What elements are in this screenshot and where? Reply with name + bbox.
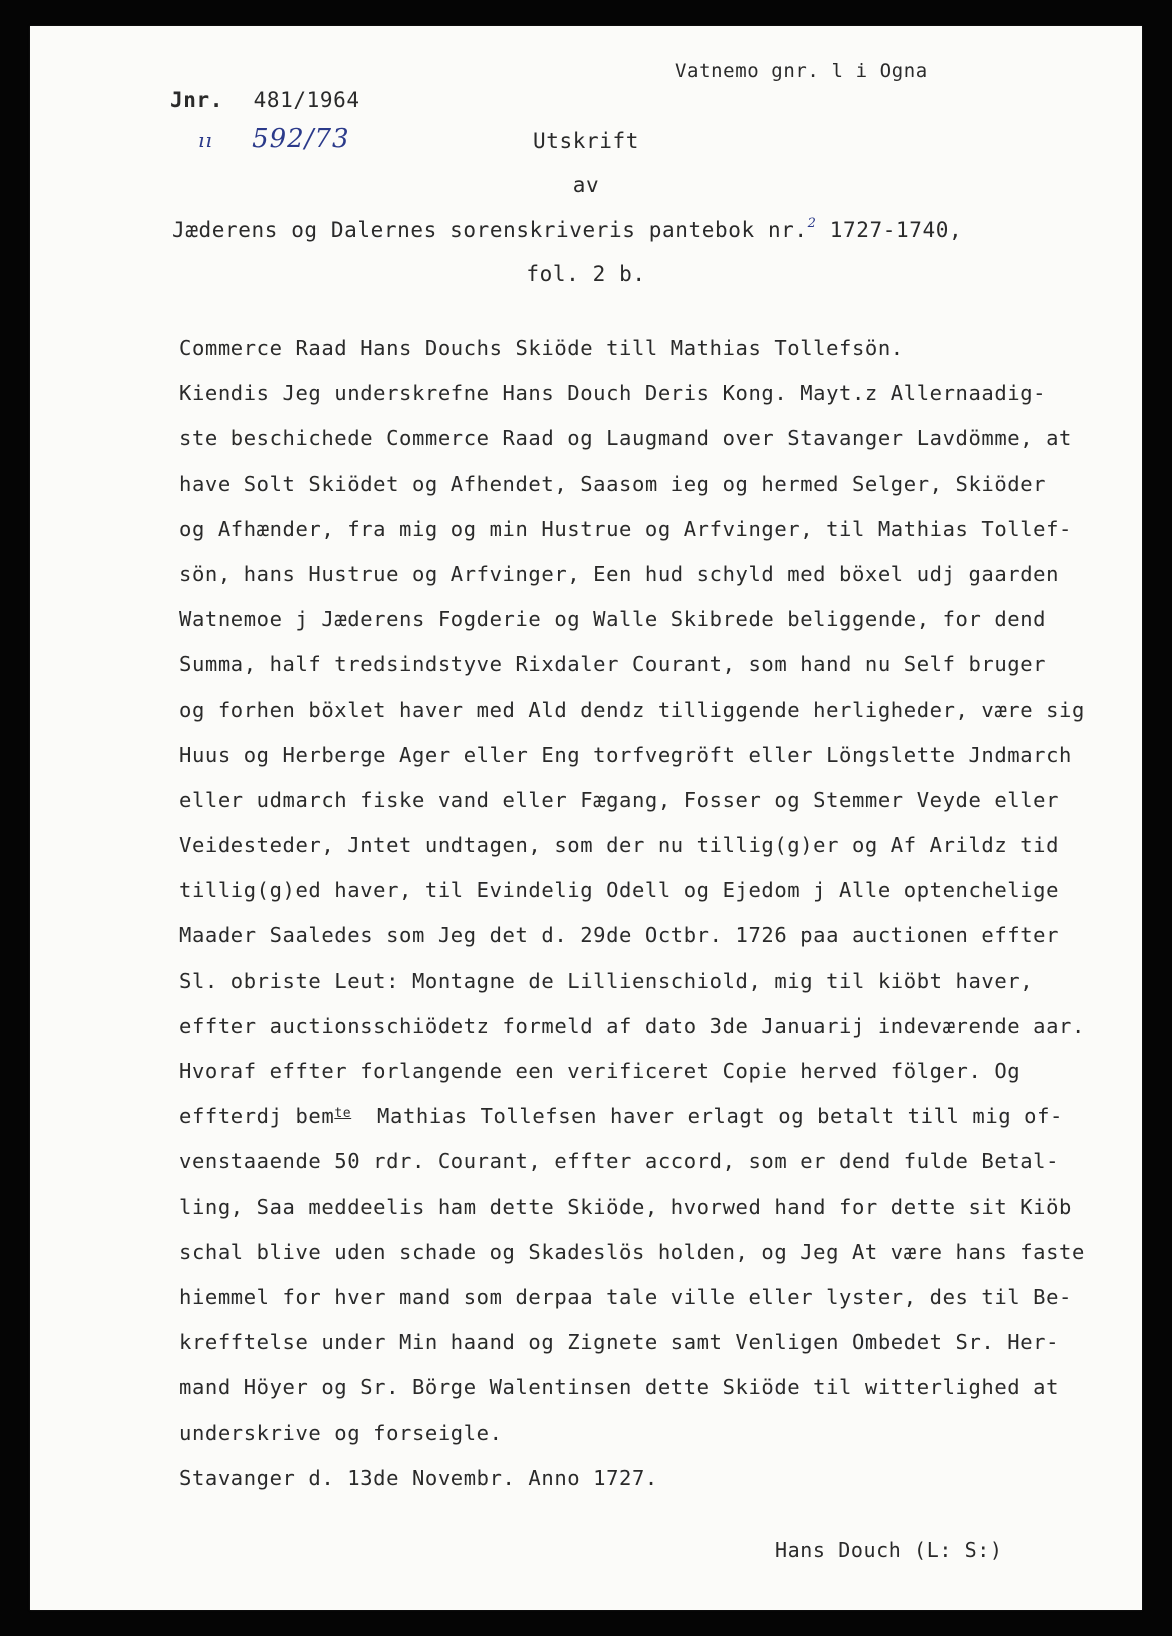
handwritten-journal-value: 592/73 bbox=[252, 124, 350, 154]
body-line: Summa, half tredsindstyve Rixdaler Courant, som hand nu Self bruger bbox=[179, 652, 1047, 677]
title-av: av bbox=[572, 173, 600, 197]
body-line: og Afhænder, fra mig og min Hustrue og Arfvinger, til Mathias Tollef- bbox=[179, 516, 1073, 541]
handwritten-ditto-mark: ıı bbox=[198, 128, 213, 152]
title-pantebok bbox=[172, 218, 962, 242]
body-line: Kiendis Jeg underskrefne Hans Douch Deris Kong. Mayt.z Allernaadig- bbox=[179, 381, 1047, 406]
body-line: mand Höyer og Sr. Börge Walentinsen dette Skiöde til witterlighed at bbox=[179, 1375, 1060, 1400]
location-heading: Vatnemo gnr. l i Ogna bbox=[675, 60, 928, 82]
body-line: Watnemoe j Jæderens Fogderie og Walle Skibrede beliggende, for dend bbox=[179, 607, 1047, 632]
body-line: Sl. obriste Leut: Montagne de Lillienschiold, mig til kiöbt haver, bbox=[179, 968, 1034, 993]
bemte-before: effterdj bem bbox=[179, 1104, 335, 1129]
bemte-superscript: te bbox=[334, 1106, 352, 1122]
body-line: Huus og Herberge Ager eller Eng torfvegröft eller Löngslette Jndmarch bbox=[179, 742, 1073, 767]
title-folio: fol. 2 b. bbox=[526, 262, 646, 286]
body-line: schal blive uden schade og Skadeslös holden, og Jeg At være hans faste bbox=[179, 1239, 1085, 1264]
body-line: venstaaende 50 rdr. Courant, effter accord, som er dend fulde Betal- bbox=[179, 1149, 1060, 1174]
body-line: ling, Saa meddeelis ham dette Skiöde, hvorwed hand for dette sit Kiöb bbox=[179, 1194, 1073, 1219]
journal-label: Jnr. bbox=[170, 88, 223, 112]
body-line: hiemmel for hver mand som derpaa tale ville eller lyster, des til Be- bbox=[179, 1284, 1073, 1309]
body-line: krefftelse under Min haand og Zignete samt Venligen Ombedet Sr. Her- bbox=[179, 1330, 1060, 1355]
body-heading: Commerce Raad Hans Douchs Skiöde till Mathias Tollefsön. bbox=[179, 336, 904, 360]
journal-value: 481/1964 bbox=[253, 88, 360, 112]
body-line: underskrive og forseigle. bbox=[179, 1420, 503, 1445]
handwritten-volume-number: 2 bbox=[807, 216, 817, 231]
body-line: sön, hans Hustrue og Arfvinger, Een hud schyld med böxel udj gaarden bbox=[179, 561, 1060, 586]
body-line: Hvoraf effter forlangende een verificeret Copie herved fölger. Og bbox=[179, 1059, 1021, 1083]
signature: Hans Douch (L: S:) bbox=[775, 1538, 1003, 1562]
body-line: eller udmarch fiske vand eller Fægang, Fosser og Stemmer Veyde eller bbox=[179, 787, 1060, 812]
body-line-bemte bbox=[179, 1094, 1099, 1139]
body-line: tillig(g)ed haver, til Evindelig Odell og Ejedom j Alle optenchelige bbox=[179, 878, 1060, 903]
journal-number bbox=[170, 88, 360, 112]
body-line: Veidesteder, Jntet undtagen, som der nu tillig(g)er og Af Arildz tid bbox=[179, 833, 1060, 858]
title-pantebok-text: Jæderens og Dalernes sorenskriveris pantebok nr. bbox=[172, 218, 808, 242]
body-line: have Solt Skiödet og Afhendet, Saasom ieg og hermed Selger, Skiöder bbox=[179, 471, 1047, 496]
body-line: ste beschichede Commerce Raad og Laugmand over Stavanger Lavdömme, at bbox=[179, 426, 1073, 451]
title-utskrift: Utskrift bbox=[533, 129, 639, 153]
document-body bbox=[179, 326, 1099, 1501]
title-pantebok-years: 1727-1740, bbox=[816, 218, 963, 242]
body-line: effter auctionsschiödetz formeld af dato 3de Januarij indeværende aar. bbox=[179, 1013, 1085, 1038]
document-page bbox=[30, 26, 1142, 1610]
place-and-date: Stavanger d. 13de Novembr. Anno 1727. bbox=[179, 1465, 658, 1490]
bemte-after: Mathias Tollefsen haver erlagt og betalt till mig of- bbox=[351, 1104, 1063, 1129]
body-line: Maader Saaledes som Jeg det d. 29de Octbr. 1726 paa auctionen effter bbox=[179, 923, 1060, 948]
body-line: og forhen böxlet haver med Ald dendz tilliggende herligheder, være sig bbox=[179, 697, 1085, 722]
